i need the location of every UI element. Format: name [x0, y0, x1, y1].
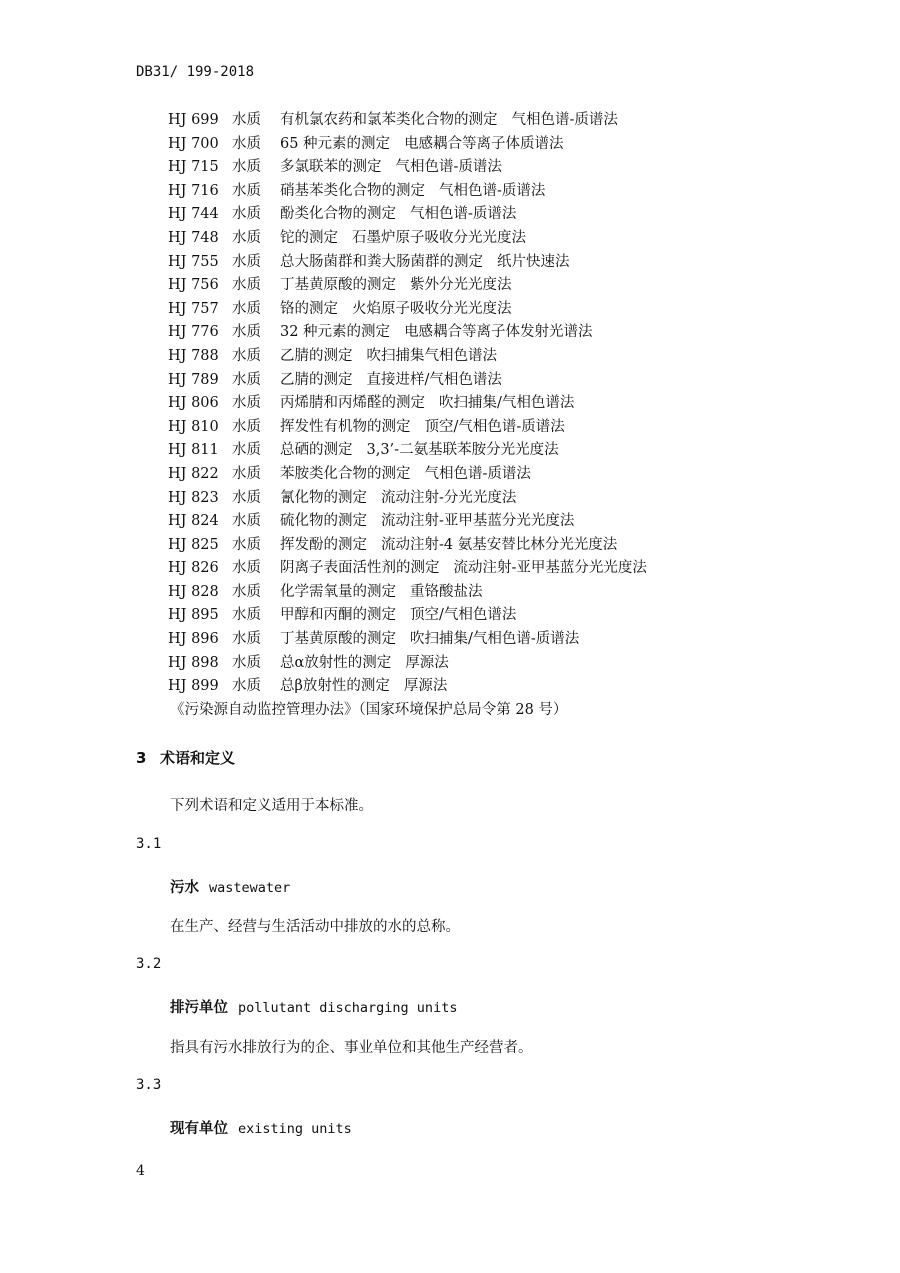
reference-method: 气相色谱-质谱法 [395, 159, 502, 176]
term-chinese: 排污单位 [170, 1000, 228, 1016]
term-entry [170, 1117, 352, 1138]
reference-title: 挥发性有机物的测定 [280, 418, 411, 435]
reference-method: 3,3’-二氨基联苯胺分光光度法 [366, 442, 559, 459]
reference-item [168, 109, 647, 133]
reference-category: 水质 [232, 536, 261, 553]
reference-item [168, 369, 647, 393]
reference-method: 电感耦合等离子体发射光谱法 [404, 324, 593, 341]
extra-reference: 《污染源自动监控管理办法》（国家环境保护总局令第 28 号） [170, 702, 568, 718]
reference-item [168, 557, 647, 581]
reference-item [168, 675, 647, 699]
reference-method: 气相色谱-质谱法 [511, 112, 618, 128]
reference-title: 挥发酚的测定 [280, 536, 367, 553]
reference-item [168, 487, 647, 511]
reference-item [168, 534, 647, 558]
reference-code: HJ 715 [168, 159, 219, 176]
term-number: 3.3 [136, 1077, 162, 1093]
reference-item [168, 652, 647, 676]
reference-method: 流动注射-分光光度法 [381, 489, 517, 506]
reference-method: 直接进样/气相色谱法 [366, 371, 502, 388]
reference-category: 水质 [232, 607, 261, 624]
term-entry [170, 876, 290, 897]
term-chinese: 污水 [170, 880, 199, 896]
reference-category: 水质 [232, 442, 261, 459]
reference-category: 水质 [232, 324, 261, 341]
reference-title: 硫化物的测定 [280, 513, 367, 530]
reference-category: 水质 [232, 135, 261, 152]
reference-code: HJ 895 [168, 607, 219, 624]
reference-title: 总硒的测定 [280, 442, 353, 459]
reference-code: HJ 824 [168, 513, 219, 530]
reference-category: 水质 [232, 678, 261, 695]
section-title: 术语和定义 [160, 749, 236, 767]
reference-category: 水质 [232, 159, 261, 176]
reference-method: 气相色谱-质谱法 [424, 465, 531, 482]
section-heading [136, 747, 235, 768]
reference-method: 纸片快速法 [497, 253, 570, 270]
reference-title: 化学需氧量的测定 [280, 583, 396, 600]
section-number: 3 [136, 749, 147, 767]
reference-title: 有机氯农药和氯苯类化合物的测定 [280, 112, 498, 128]
document-code-header: DB31/ 199-2018 [136, 64, 255, 80]
reference-category: 水质 [232, 229, 261, 246]
reference-category: 水质 [232, 277, 261, 294]
reference-method: 流动注射-亚甲基蓝分光光度法 [381, 513, 575, 530]
reference-category: 水质 [232, 465, 261, 482]
term-definition: 指具有污水排放行为的企、事业单位和其他生产经营者。 [170, 1040, 533, 1056]
reference-method: 气相色谱-质谱法 [410, 206, 517, 223]
reference-item [168, 298, 647, 322]
reference-title: 丁基黄原酸的测定 [280, 277, 396, 294]
reference-category: 水质 [232, 371, 261, 388]
term-number: 3.1 [136, 836, 162, 852]
reference-item [168, 180, 647, 204]
reference-category: 水质 [232, 654, 261, 671]
reference-code: HJ 806 [168, 395, 219, 412]
reference-code: HJ 811 [168, 442, 219, 459]
reference-code: HJ 716 [168, 182, 219, 199]
term-english: existing units [238, 1121, 352, 1137]
reference-title: 丁基黄原酸的测定 [280, 631, 396, 648]
reference-method: 气相色谱-质谱法 [439, 182, 546, 199]
reference-item [168, 203, 647, 227]
reference-title: 乙腈的测定 [280, 371, 353, 388]
reference-item [168, 274, 647, 298]
reference-code: HJ 700 [168, 135, 219, 152]
reference-title: 苯胺类化合物的测定 [280, 465, 411, 482]
reference-title: 乙腈的测定 [280, 347, 353, 364]
reference-title: 铬的测定 [280, 300, 338, 317]
reference-title: 氰化物的测定 [280, 489, 367, 506]
reference-code: HJ 825 [168, 536, 219, 553]
reference-code: HJ 788 [168, 347, 219, 364]
reference-item [168, 321, 647, 345]
reference-code: HJ 828 [168, 583, 219, 600]
reference-method: 吹扫捕集气相色谱法 [366, 347, 497, 364]
term-number: 3.2 [136, 956, 162, 972]
reference-method: 吹扫捕集/气相色谱-质谱法 [410, 631, 580, 648]
reference-method: 顶空/气相色谱法 [410, 607, 517, 624]
reference-code: HJ 699 [168, 112, 219, 128]
reference-item [168, 463, 647, 487]
reference-category: 水质 [232, 631, 261, 648]
reference-title: 总α放射性的测定 [280, 654, 392, 671]
reference-code: HJ 748 [168, 229, 219, 246]
reference-item [168, 604, 647, 628]
reference-title: 32 种元素的测定 [280, 324, 391, 341]
reference-title: 总大肠菌群和粪大肠菌群的测定 [280, 253, 483, 270]
reference-code: HJ 757 [168, 300, 219, 317]
reference-code: HJ 822 [168, 465, 219, 482]
reference-category: 水质 [232, 347, 261, 364]
reference-method: 紫外分光光度法 [410, 277, 512, 294]
term-entry [170, 996, 457, 1017]
section-intro: 下列术语和定义适用于本标准。 [170, 798, 373, 814]
reference-category: 水质 [232, 395, 261, 412]
reference-code: HJ 756 [168, 277, 219, 294]
reference-title: 总β放射性的测定 [280, 678, 390, 695]
normative-references-list [168, 109, 647, 699]
term-english: wastewater [209, 880, 291, 896]
reference-code: HJ 826 [168, 560, 219, 577]
reference-item [168, 227, 647, 251]
reference-item [168, 510, 647, 534]
reference-category: 水质 [232, 560, 261, 577]
reference-item [168, 439, 647, 463]
reference-item [168, 133, 647, 157]
reference-item [168, 581, 647, 605]
reference-method: 流动注射-4 氨基安替比林分光光度法 [381, 536, 618, 553]
reference-method: 火焰原子吸收分光光度法 [352, 300, 512, 317]
reference-code: HJ 823 [168, 489, 219, 506]
reference-category: 水质 [232, 583, 261, 600]
reference-category: 水质 [232, 489, 261, 506]
reference-code: HJ 755 [168, 253, 219, 270]
reference-code: HJ 899 [168, 678, 219, 695]
reference-method: 吹扫捕集/气相色谱法 [439, 395, 575, 412]
reference-method: 厚源法 [405, 654, 449, 671]
reference-item [168, 628, 647, 652]
reference-method: 流动注射-亚甲基蓝分光光度法 [453, 560, 647, 577]
reference-method: 顶空/气相色谱-质谱法 [424, 418, 565, 435]
reference-category: 水质 [232, 182, 261, 199]
reference-category: 水质 [232, 513, 261, 530]
reference-item [168, 156, 647, 180]
reference-title: 丙烯腈和丙烯醛的测定 [280, 395, 425, 412]
reference-code: HJ 776 [168, 324, 219, 341]
reference-item [168, 392, 647, 416]
reference-title: 多氯联苯的测定 [280, 159, 382, 176]
reference-code: HJ 898 [168, 654, 219, 671]
term-definition: 在生产、经营与生活活动中排放的水的总称。 [170, 919, 460, 935]
reference-item [168, 416, 647, 440]
reference-code: HJ 896 [168, 631, 219, 648]
term-english: pollutant discharging units [238, 1000, 458, 1016]
reference-title: 甲醇和丙酮的测定 [280, 607, 396, 624]
reference-title: 铊的测定 [280, 229, 338, 246]
term-chinese: 现有单位 [170, 1121, 228, 1137]
page-number: 4 [136, 1163, 145, 1179]
reference-item [168, 345, 647, 369]
reference-title: 阴离子表面活性剂的测定 [280, 560, 440, 577]
reference-method: 重铬酸盐法 [410, 583, 483, 600]
reference-category: 水质 [232, 206, 261, 223]
reference-item [168, 251, 647, 275]
reference-method: 电感耦合等离子体质谱法 [404, 135, 564, 152]
reference-code: HJ 789 [168, 371, 219, 388]
reference-method: 石墨炉原子吸收分光光度法 [352, 229, 526, 246]
reference-category: 水质 [232, 253, 261, 270]
reference-method: 厚源法 [403, 678, 448, 695]
reference-title: 酚类化合物的测定 [280, 206, 396, 223]
reference-category: 水质 [232, 300, 261, 317]
reference-category: 水质 [232, 112, 261, 128]
reference-code: HJ 744 [168, 206, 219, 223]
reference-title: 硝基苯类化合物的测定 [280, 182, 425, 199]
reference-category: 水质 [232, 418, 261, 435]
reference-title: 65 种元素的测定 [280, 135, 391, 152]
reference-code: HJ 810 [168, 418, 219, 435]
